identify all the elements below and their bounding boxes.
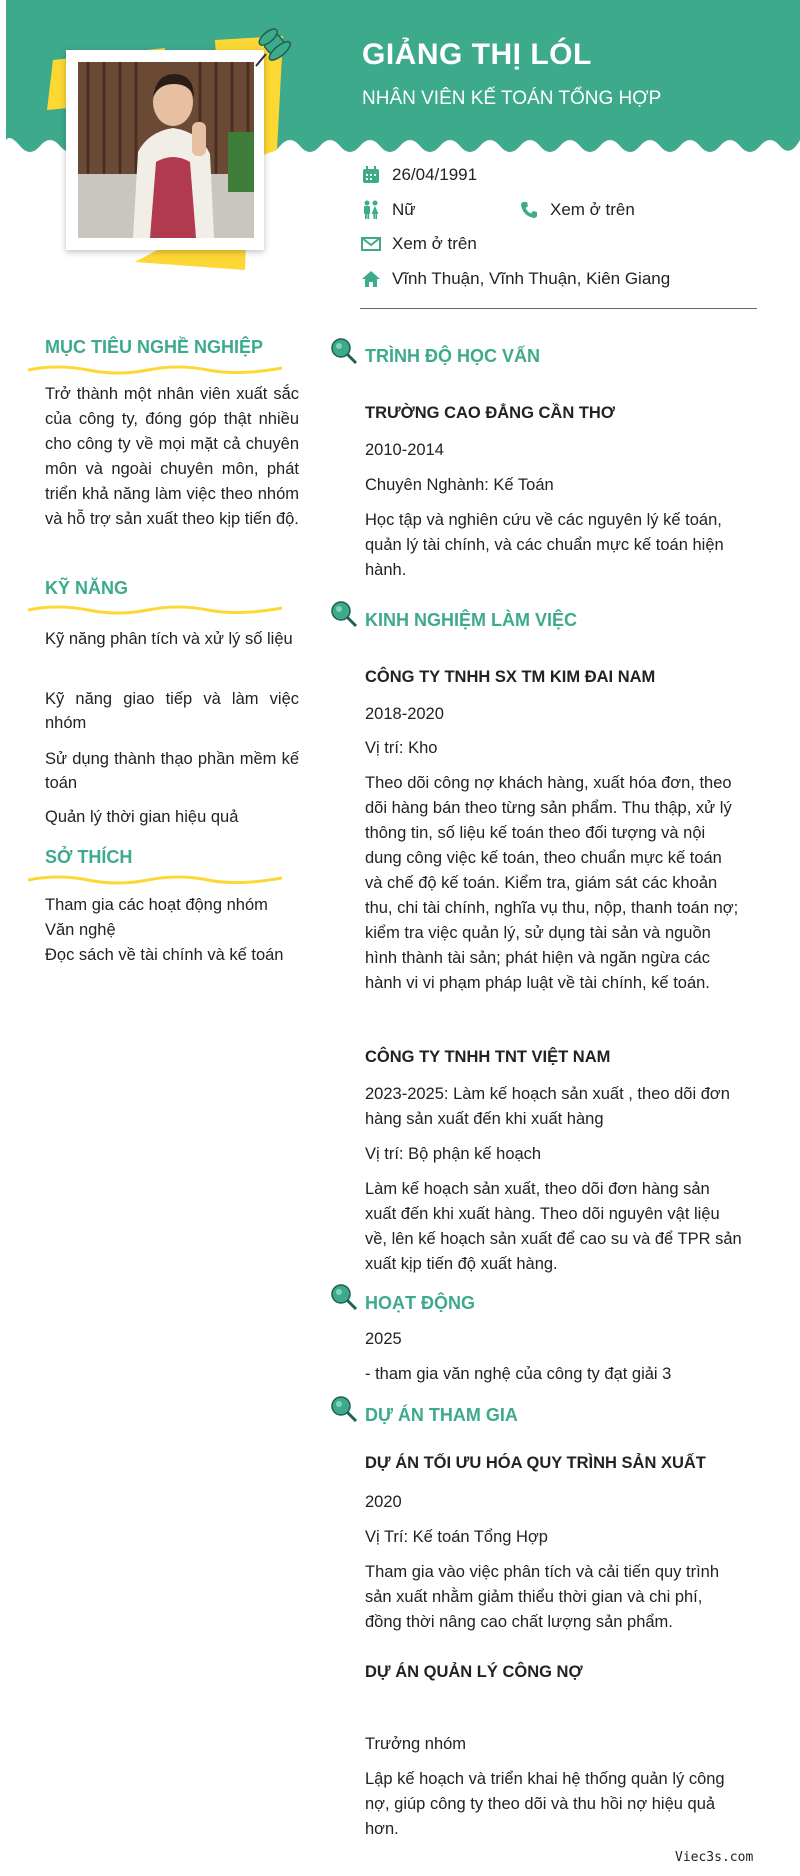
- project-name: DỰ ÁN TỐI ƯU HÓA QUY TRÌNH SẢN XUẤT: [365, 1454, 706, 1472]
- skill-item: Kỹ năng phân tích và xử lý số liệu: [45, 630, 293, 648]
- project-year: 2020: [365, 1493, 402, 1511]
- activities-title: HOẠT ĐỘNG: [365, 1293, 475, 1313]
- candidate-name: GIẢNG THỊ LÓL: [362, 38, 592, 71]
- contact-birthday: [360, 165, 477, 185]
- objective-text: Trở thành một nhân viên xuất sắc của công ty, đóng góp thật nhiều cho công ty về mọi mặt cả chuyên môn và ngoài chuyên môn, phát triển khả năng làm việc theo nhóm và hỗ trợ sản xuất theo kịp tiến độ.: [45, 385, 299, 528]
- home-icon: [360, 269, 382, 289]
- job-description: Làm kế hoạch sản xuất, theo dõi đơn hàng sản xuất đến khi xuất hàng. Theo dõi nguyên vật liệu về, lên kế hoạch sản xuất để cao su và để TPR sản xuất kịp tiến độ xuất hàng.: [365, 1180, 742, 1273]
- contact-phone[interactable]: [518, 200, 635, 220]
- job-title: NHÂN VIÊN KẾ TOÁN TỔNG HỢP: [362, 88, 662, 109]
- skill-item: Sử dụng thành thạo phần mềm kế toán: [45, 750, 299, 792]
- activity-description: - tham gia văn nghệ của công ty đạt giải 3: [365, 1365, 672, 1383]
- footer-watermark[interactable]: Viec3s.com: [675, 1850, 754, 1865]
- hobby-item: Văn nghệ: [45, 921, 116, 939]
- pushpin-icon: [330, 1283, 358, 1311]
- education-period: 2010-2014: [365, 441, 444, 459]
- email-value: Xem ở trên: [392, 234, 477, 253]
- objective-underline: [28, 362, 282, 376]
- project-description: Lập kế hoạch và triển khai hệ thống quản lý công nợ, giúp công ty theo dõi và thu hồi nợ hiệu quả hơn.: [365, 1770, 725, 1838]
- phone-icon: [518, 200, 540, 220]
- job-position: Vị trí: Kho: [365, 739, 438, 757]
- skill-item: Quản lý thời gian hiệu quả: [45, 808, 239, 826]
- contact-email[interactable]: [360, 234, 477, 254]
- company-name: CÔNG TY TNHH SX TM KIM ĐAI NAM: [365, 668, 656, 686]
- contact-address: [360, 269, 670, 289]
- pushpin-icon: [330, 600, 358, 628]
- job-position: Vị trí: Bộ phận kế hoạch: [365, 1145, 542, 1163]
- phone-value: Xem ở trên: [550, 200, 635, 219]
- education-description: Học tập và nghiên cứu về các nguyên lý kế toán, quản lý tài chính, và các chuẩn mực kế toán hiện hành.: [365, 511, 724, 579]
- job-description: Theo dõi công nợ khách hàng, xuất hóa đơn, theo dõi hàng bán theo từng sản phẩm. Thu thập, xử lý thông tin, số liệu kế toán theo đối tượng và nội dung công việc kế toán, theo chuẩn mực kế toán và chế độ kế toán. Kiểm tra, giám sát các khoản thu, chi tài chính, nghĩa vụ thu, nộp, thanh toán nợ; kiểm tra việc quản lý, sử dụng tài sản và nguồn hình thành tài sản; phát hiện và ngăn ngừa các hành vi vi phạm pháp luật về tài chính, kế toán.: [365, 774, 739, 992]
- calendar-icon: [360, 165, 382, 185]
- job-period: 2023-2025: Làm kế hoạch sản xuất , theo dõi đơn hàng sản xuất đến khi xuất hàng: [365, 1085, 730, 1128]
- hobbies-title: SỞ THÍCH: [45, 847, 133, 867]
- contact-gender: [360, 200, 416, 220]
- photo-frame: [66, 50, 264, 250]
- experience-title: KINH NGHIỆM LÀM VIỆC: [365, 610, 578, 630]
- pushpin-icon: [330, 337, 358, 365]
- gender-icon: [360, 200, 382, 220]
- job-period: 2018-2020: [365, 705, 444, 723]
- skill-item: Kỹ năng giao tiếp và làm việc nhóm: [45, 690, 299, 732]
- education-title: TRÌNH ĐỘ HỌC VẤN: [365, 346, 540, 366]
- hobby-item: Đọc sách về tài chính và kế toán: [45, 946, 284, 964]
- address-value: Vĩnh Thuận, Vĩnh Thuận, Kiên Giang: [392, 269, 671, 288]
- mail-icon: [360, 234, 382, 254]
- hobbies-underline: [28, 872, 282, 886]
- hobby-item: Tham gia các hoạt động nhóm: [45, 896, 268, 914]
- projects-title: DỰ ÁN THAM GIA: [365, 1405, 518, 1425]
- activity-year: 2025: [365, 1330, 402, 1348]
- company-name: CÔNG TY TNHH TNT VIỆT NAM: [365, 1048, 611, 1066]
- objective-title: MỤC TIÊU NGHỀ NGHIỆP: [45, 337, 264, 357]
- project-role: Trưởng nhóm: [365, 1735, 467, 1753]
- skills-title: KỸ NĂNG: [45, 578, 129, 598]
- pushpin-icon: [248, 26, 292, 72]
- project-description: Tham gia vào việc phân tích và cải tiến quy trình sản xuất nhằm giảm thiểu thời gian và chi phí, đồng thời nâng cao chất lượng sản phẩm.: [365, 1563, 720, 1631]
- project-name: DỰ ÁN QUẢN LÝ CÔNG NỢ: [365, 1663, 583, 1681]
- skills-underline: [28, 602, 282, 616]
- pushpin-icon: [330, 1395, 358, 1423]
- birthday-value: 26/04/1991: [392, 165, 478, 184]
- contact-divider: [360, 308, 757, 309]
- school-name: TRƯỜNG CAO ĐẲNG CẦN THƠ: [365, 404, 615, 422]
- profile-photo: [78, 62, 254, 238]
- project-role: Vị Trí: Kế toán Tổng Hợp: [365, 1528, 548, 1546]
- education-major: Chuyên Nghành: Kế Toán: [365, 476, 554, 494]
- gender-value: Nữ: [392, 200, 416, 219]
